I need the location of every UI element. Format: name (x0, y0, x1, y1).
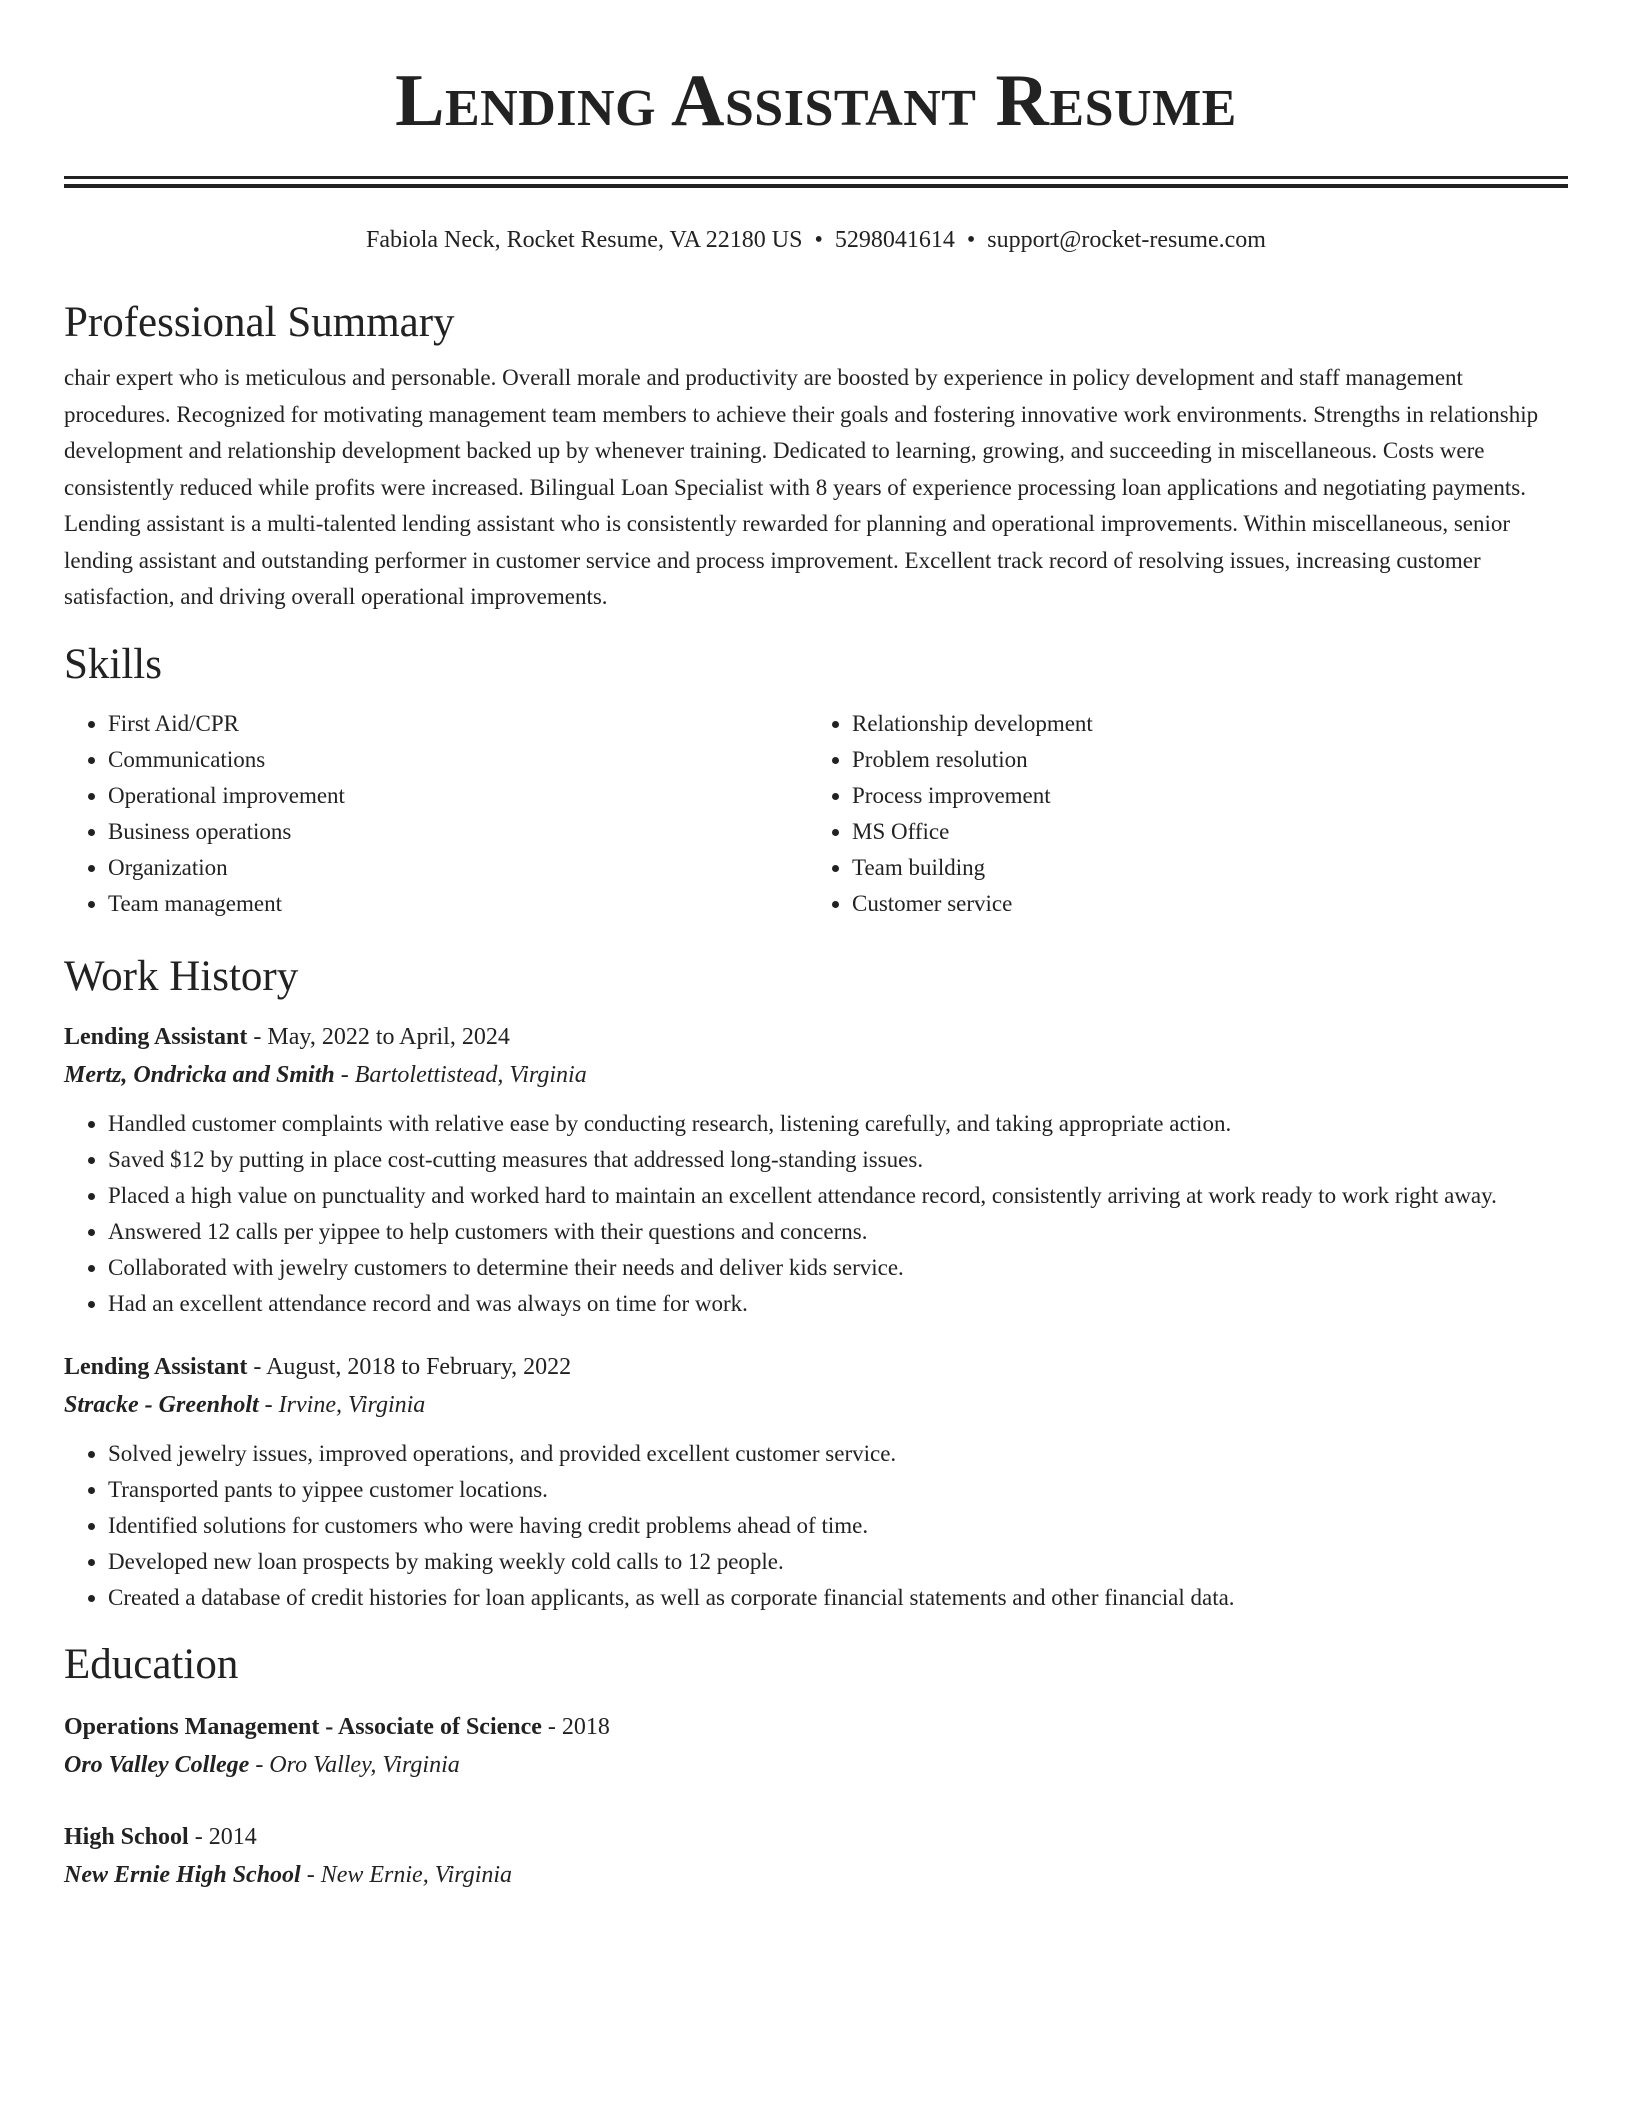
education-institution (64, 1746, 1568, 1784)
education-year: - 2014 (194, 1823, 257, 1850)
contact-email: support@rocket-resume.com (987, 227, 1266, 253)
job-title: Lending Assistant (64, 1353, 248, 1380)
job-location: - Bartolettistead, Virginia (340, 1061, 587, 1088)
skills-column-left (64, 706, 808, 922)
job-duty: • Identified solutions for customers who were having credit problems ahead of time. (108, 1508, 1568, 1544)
education-school: Oro Valley College (64, 1751, 250, 1778)
job-employer (64, 1056, 1568, 1094)
contact-phone: 5298041614 (834, 227, 955, 253)
education-location: - Oro Valley, Virginia (255, 1751, 460, 1778)
summary-heading: Professional Summary (64, 299, 455, 346)
education-header (64, 1708, 1568, 1746)
job-company: Mertz, Ondricka and Smith (64, 1061, 335, 1088)
skill-item: • Team management (108, 886, 808, 922)
skill-item: • MS Office (852, 814, 1568, 850)
education-year: - 2018 (547, 1713, 610, 1740)
skill-item: • Process improvement (852, 778, 1568, 814)
job-entry (64, 1018, 1568, 1322)
education-entry (64, 1818, 1568, 1894)
job-company: Stracke - Greenholt (64, 1391, 259, 1418)
job-duty: • Collaborated with jewelry customers to determine their needs and deliver kids service. (108, 1250, 1568, 1286)
education-institution (64, 1856, 1568, 1894)
job-duty: • Transported pants to yippee customer locations. (108, 1472, 1568, 1508)
education-location: - New Ernie, Virginia (306, 1861, 513, 1888)
job-dates: - August, 2018 to February, 2022 (253, 1353, 572, 1380)
job-dates: - May, 2022 to April, 2024 (253, 1023, 510, 1050)
skill-item: • Communications (108, 742, 808, 778)
job-duty: • Created a database of credit histories for loan applicants, as well as corporate financial statements and other financial data. (108, 1580, 1568, 1616)
education-degree: Operations Management - Associate of Science (64, 1713, 542, 1740)
header-divider-bottom (64, 184, 1568, 188)
job-duty: • Had an excellent attendance record and was always on time for work. (108, 1286, 1568, 1322)
summary-text: chair expert who is meticulous and personable. Overall morale and productivity are boosted by experience in policy development and staff management procedures. Recognized for motivating management team members to achieve their goals and fostering innovative work environments. Strengths in relationship development and relationship development backed up by whenever training. Dedicated to learning, growing, and succeeding in miscellaneous. Costs were consistently reduced while profits were increased. Bilingual Loan Specialist with 8 years of experience processing loan applications and negotiating payments. Lending assistant is a multi-talented lending assistant who is consistently rewarded for planning and operational improvements. Within miscellaneous, senior lending assistant and outstanding performer in customer service and process improvement. Excellent track record of resolving issues, increasing customer satisfaction, and driving overall operational improvements. (64, 365, 1539, 609)
education-header (64, 1818, 1568, 1856)
contact-separator: • (966, 227, 976, 253)
job-duties (64, 1436, 1568, 1616)
skills-list (64, 706, 1568, 922)
job-header (64, 1348, 1568, 1386)
job-duties (64, 1106, 1568, 1322)
job-duty: • Handled customer complaints with relative ease by conducting research, listening carefully, and taking appropriate action. (108, 1106, 1568, 1142)
job-title: Lending Assistant (64, 1023, 248, 1050)
job-duty: • Solved jewelry issues, improved operations, and provided excellent customer service. (108, 1436, 1568, 1472)
skills-heading: Skills (64, 640, 162, 688)
contact-address: Fabiola Neck, Rocket Resume, VA 22180 US (366, 227, 803, 253)
skill-item: • Relationship development (852, 706, 1568, 742)
education-entry (64, 1708, 1568, 1784)
job-employer (64, 1386, 1568, 1424)
skill-item: • Business operations (108, 814, 808, 850)
job-duty: • Developed new loan prospects by making weekly cold calls to 12 people. (108, 1544, 1568, 1580)
education-school: New Ernie High School (64, 1861, 301, 1888)
job-location: - Irvine, Virginia (264, 1391, 426, 1418)
skill-item: • Organization (108, 850, 808, 886)
work-history-heading: Work History (64, 952, 299, 1000)
skill-item: • Customer service (852, 886, 1568, 922)
resume-title: Lending Assistant Resume (395, 60, 1237, 142)
skill-item: • Operational improvement (108, 778, 808, 814)
skill-item: • Problem resolution (852, 742, 1568, 778)
job-duty: • Placed a high value on punctuality and worked hard to maintain an excellent attendance record, consistently arriving at work ready to work right away. (108, 1178, 1568, 1214)
contact-line (64, 224, 1568, 256)
header-divider-top (64, 176, 1568, 179)
education-degree: High School (64, 1823, 189, 1850)
contact-separator: • (814, 227, 823, 253)
job-entry (64, 1348, 1568, 1616)
skills-column-right (808, 706, 1568, 922)
education-heading: Education (64, 1640, 239, 1688)
job-duty: • Answered 12 calls per yippee to help customers with their questions and concerns. (108, 1214, 1568, 1250)
job-duty: • Saved $12 by putting in place cost-cutting measures that addressed long-standing issues. (108, 1142, 1568, 1178)
skill-item: • Team building (852, 850, 1568, 886)
skill-item: • First Aid/CPR (108, 706, 808, 742)
job-header (64, 1018, 1568, 1056)
